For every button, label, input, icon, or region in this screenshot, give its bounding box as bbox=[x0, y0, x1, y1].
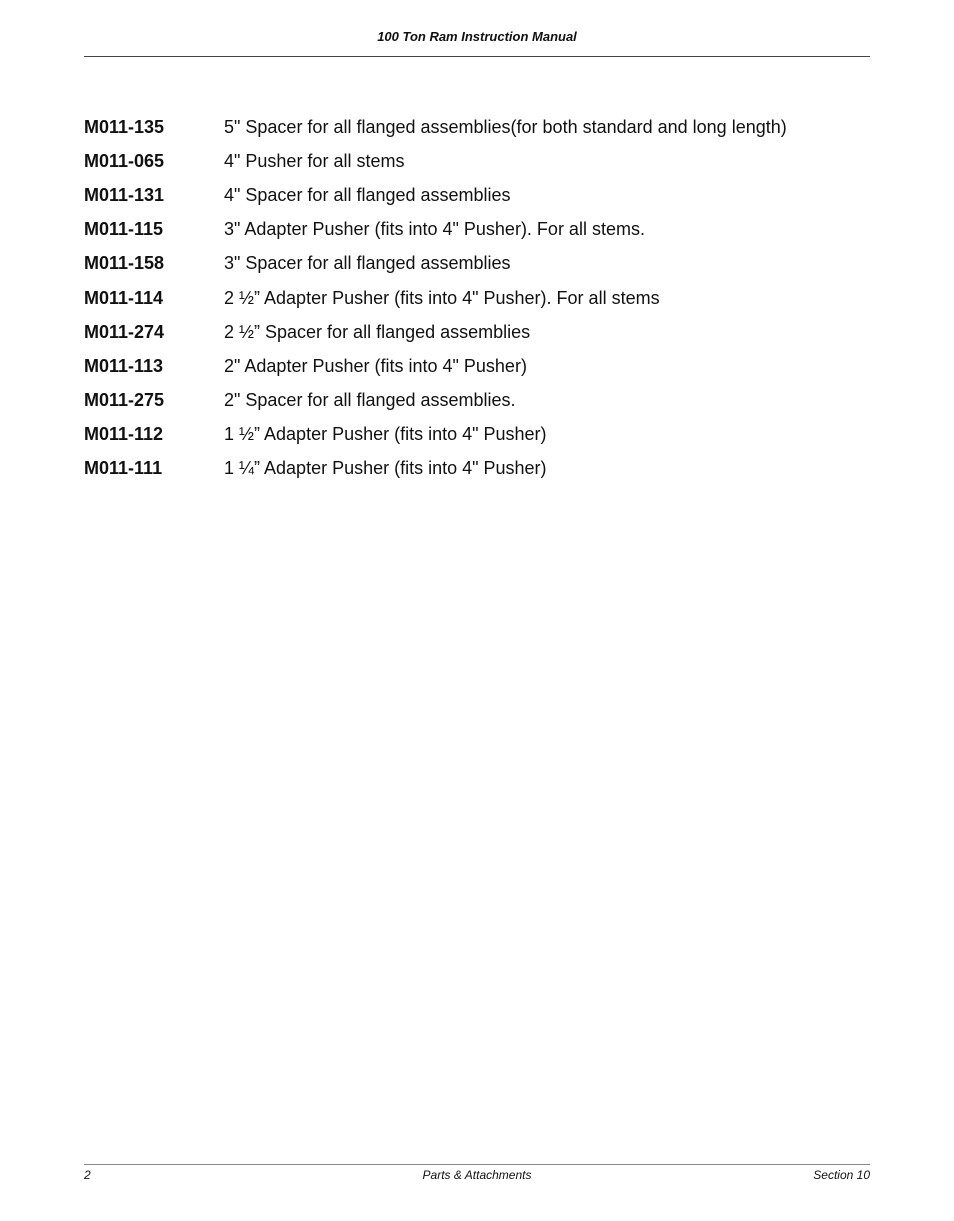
part-description: 3" Adapter Pusher (fits into 4" Pusher). For all stems. bbox=[224, 219, 645, 240]
part-number: M011-065 bbox=[84, 150, 165, 171]
part-description: 2" Spacer for all flanged assemblies. bbox=[224, 390, 516, 411]
part-number: M011-111 bbox=[84, 458, 163, 479]
part-row bbox=[84, 452, 870, 486]
part-row bbox=[84, 247, 870, 281]
footer-divider bbox=[84, 1164, 870, 1165]
parts-list bbox=[84, 110, 870, 486]
header-divider bbox=[84, 56, 870, 57]
part-number: M011-131 bbox=[84, 184, 165, 205]
part-row bbox=[84, 315, 870, 349]
part-row bbox=[84, 418, 870, 452]
part-row bbox=[84, 110, 870, 144]
part-number: M011-135 bbox=[84, 116, 165, 137]
footer-chapter-title: Parts & Attachments bbox=[422, 1168, 532, 1182]
part-description: 2 ½” Spacer for all flanged assemblies bbox=[224, 321, 531, 342]
part-description: 2 ½” Adapter Pusher (fits into 4" Pusher). For all stems bbox=[224, 287, 660, 308]
part-description: 4" Pusher for all stems bbox=[224, 150, 405, 171]
part-description: 1 ¼” Adapter Pusher (fits into 4" Pusher) bbox=[224, 458, 547, 479]
part-number: M011-112 bbox=[84, 424, 164, 445]
footer-section-label: Section 10 bbox=[813, 1168, 870, 1182]
part-row bbox=[84, 281, 870, 315]
footer-page-number: 2 bbox=[84, 1168, 91, 1182]
part-number: M011-113 bbox=[84, 355, 164, 376]
part-row bbox=[84, 213, 870, 247]
part-number: M011-114 bbox=[84, 287, 164, 308]
part-row bbox=[84, 178, 870, 212]
part-description: 3" Spacer for all flanged assemblies bbox=[224, 253, 511, 274]
part-description: 5" Spacer for all flanged assemblies(for both standard and long length) bbox=[224, 116, 787, 137]
part-description: 2" Adapter Pusher (fits into 4" Pusher) bbox=[224, 355, 527, 376]
part-number: M011-158 bbox=[84, 253, 165, 274]
part-description: 4" Spacer for all flanged assemblies bbox=[224, 184, 511, 205]
part-number: M011-274 bbox=[84, 321, 165, 342]
part-description: 1 ½” Adapter Pusher (fits into 4" Pusher) bbox=[224, 424, 547, 445]
part-row bbox=[84, 384, 870, 418]
part-number: M011-275 bbox=[84, 390, 165, 411]
part-row bbox=[84, 144, 870, 178]
part-row bbox=[84, 349, 870, 383]
page-footer bbox=[84, 1168, 870, 1184]
part-number: M011-115 bbox=[84, 219, 164, 240]
page-header-title: 100 Ton Ram Instruction Manual bbox=[377, 29, 577, 44]
